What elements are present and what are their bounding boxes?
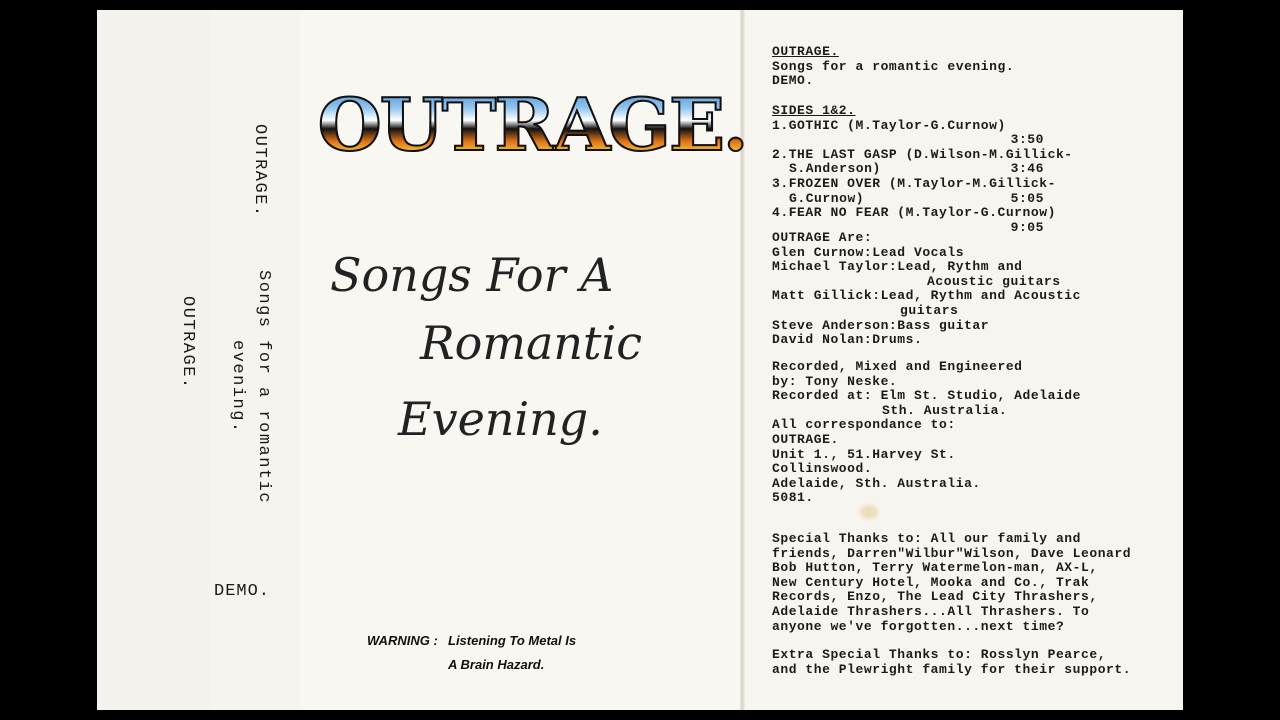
warning-line1: Listening To Metal Is: [448, 633, 577, 648]
thanks-line: anyone we've forgotten...next time?: [772, 618, 1065, 634]
album-title-line2: Romantic: [420, 316, 642, 370]
special-thanks: [772, 532, 1131, 634]
member-line: Steve Anderson:Bass guitar: [772, 317, 990, 333]
sides-heading: SIDES 1&2.: [772, 103, 856, 118]
credit-line: Sth. Australia.: [882, 402, 1008, 418]
credit-line: OUTRAGE.: [772, 431, 839, 447]
track-4-time: 9:05: [1010, 219, 1044, 235]
track-3-credits: G.Curnow): [789, 190, 865, 206]
insert-header: [772, 45, 1014, 89]
track-2-time: 3:46: [1010, 161, 1044, 177]
members-list: [772, 231, 1081, 348]
member-line: guitars: [900, 302, 959, 318]
credit-line: Unit 1., 51.Harvey St.: [772, 446, 956, 462]
band-logo: OUTRAGE.: [317, 82, 747, 167]
spine-format: DEMO.: [214, 582, 271, 601]
member-line: Matt Gillick:Lead, Rythm and Acoustic: [772, 288, 1081, 304]
member-line: Glen Curnow:Lead Vocals: [772, 244, 965, 260]
credits-block: [772, 360, 1081, 506]
thanks-line: Records, Enzo, The Lead City Thrashers,: [772, 589, 1098, 605]
credit-line: by: Tony Neske.: [772, 373, 898, 389]
credit-line: Collinswood.: [772, 461, 873, 477]
credit-line: Adelaide, Sth. Australia.: [772, 475, 981, 491]
credit-line: Recorded, Mixed and Engineered: [772, 359, 1023, 374]
member-line: Michael Taylor:Lead, Rythm and: [772, 259, 1023, 275]
thanks-line: Bob Hutton, Terry Watermelon-man, AX-L,: [772, 560, 1098, 576]
members-heading: OUTRAGE Are:: [772, 230, 873, 245]
credit-line: Recorded at: Elm St. Studio, Adelaide: [772, 388, 1081, 404]
member-line: Acoustic guitars: [927, 273, 1061, 289]
track-2-title: 2.THE LAST GASP (D.Wilson-M.Gillick-: [772, 146, 1073, 162]
track-1-title: 1.GOTHIC (M.Taylor-G.Curnow): [772, 117, 1006, 133]
warning-line2: A Brain Hazard.: [448, 657, 545, 672]
track-3-title: 3.FROZEN OVER (M.Taylor-M.Gillick-: [772, 175, 1056, 191]
extra-special-thanks: [772, 648, 1131, 677]
album-title-line1: Songs For A: [330, 248, 614, 302]
credit-line: All correspondance to:: [772, 417, 956, 433]
insert-band: OUTRAGE.: [772, 44, 839, 59]
insert-format: DEMO.: [772, 73, 814, 89]
thanks-line: New Century Hotel, Mooka and Co., Trak: [772, 574, 1090, 590]
track-4-title: 4.FEAR NO FEAR (M.Taylor-G.Curnow): [772, 205, 1056, 221]
tracklist: [772, 103, 1073, 235]
flap-band-name: OUTRAGE.: [178, 296, 197, 390]
thanks-line: friends, Darren"Wilbur"Wilson, Dave Leonard: [772, 545, 1132, 561]
track-1-time: 3:50: [1010, 132, 1044, 148]
spine-title-line2: evening.: [228, 340, 247, 434]
extra-thanks-line: and the Plewright family for their support.: [772, 661, 1132, 677]
track-2-credits: S.Anderson): [789, 161, 881, 177]
credit-line: 5081.: [772, 490, 814, 506]
thanks-line: Adelaide Thrashers...All Thrashers. To: [772, 603, 1090, 619]
thanks-line: Special Thanks to: All our family and: [772, 531, 1081, 546]
track-3-time: 5:05: [1010, 190, 1044, 206]
member-line: David Nolan:Drums.: [772, 332, 923, 348]
insert-album: Songs for a romantic evening.: [772, 58, 1015, 74]
spine-title-line1: Songs for a romantic: [254, 270, 273, 505]
warning-label: WARNING :: [367, 633, 438, 648]
album-title-line3: Evening.: [398, 392, 603, 446]
spine-band-name: OUTRAGE.: [250, 124, 269, 218]
extra-thanks-line: Extra Special Thanks to: Rosslyn Pearce,: [772, 647, 1107, 662]
paper-stain: [860, 505, 878, 519]
